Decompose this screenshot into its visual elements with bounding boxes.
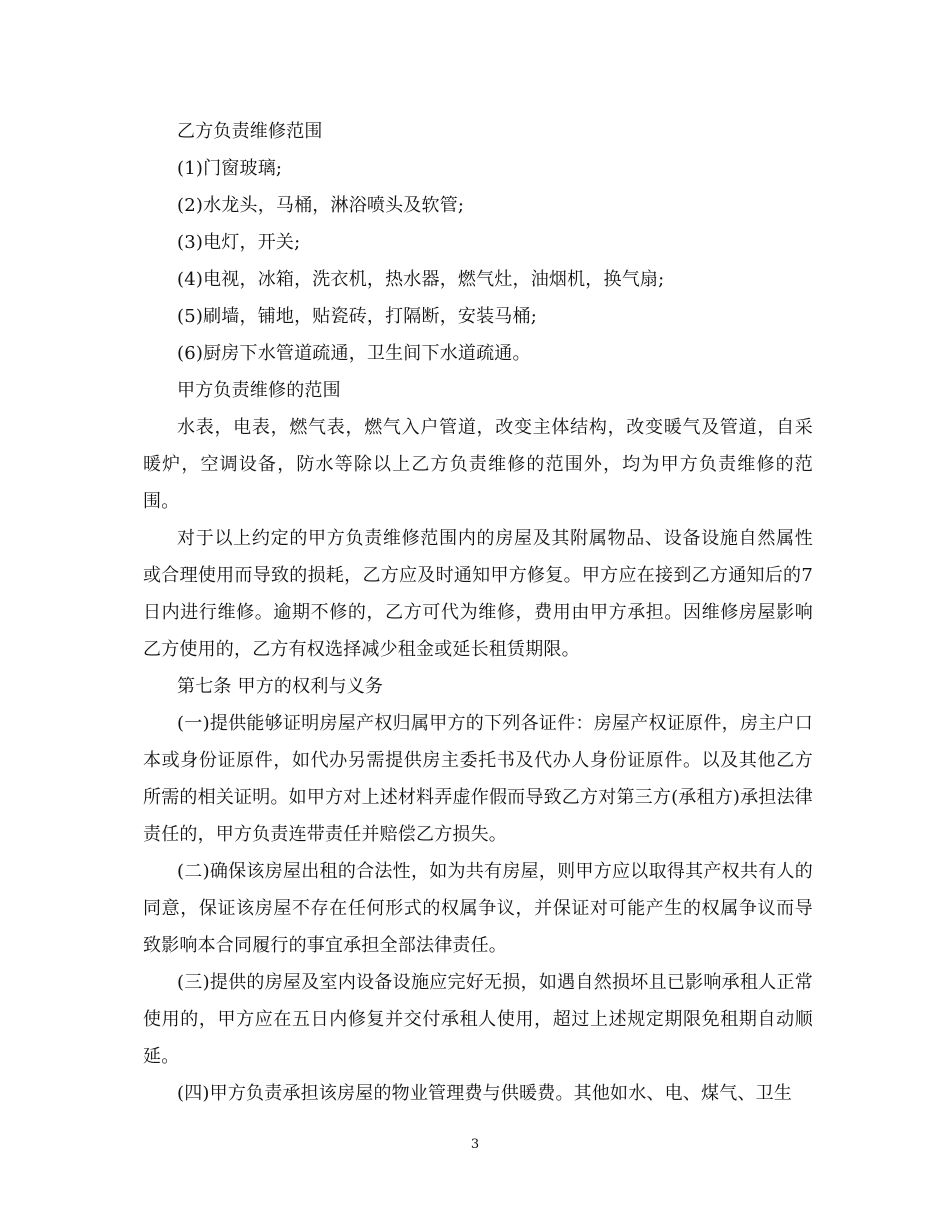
paragraph-clause-three: (三)提供的房屋及室内设备设施应完好无损，如遇自然损坏且已影响承租人正常使用的，甲方应在五日内修复并交付承租人使用，超过上述规定期限免租期自动顺延。 [143, 972, 813, 1067]
paragraph-item-1: (1)门窗玻璃; [177, 158, 283, 179]
paragraph-clause-one: (一)提供能够证明房屋产权归属甲方的下列各证件：房屋产权证原件，房主户口本或身份证原件，如代办另需提供房主委托书及代办人身份证原件。以及其他乙方所需的相关证明。如甲方对上述材料弄虚作假而导致乙方对第三方(承租方)承担法律责任的，甲方负责连带责任并赔偿乙方损失。 [143, 713, 813, 845]
paragraph-item-2: (2)水龙头，马桶，淋浴喷头及软管; [177, 195, 465, 216]
paragraph-item-3: (3)电灯，开关; [177, 232, 301, 253]
paragraph-item-4: (4)电视，冰箱，洗衣机，热水器，燃气灶，油烟机，换气扇; [177, 269, 665, 290]
paragraph-landlord-repair-heading: 甲方负责维修的范围 [177, 380, 341, 401]
paragraph-item-6: (6)厨房下水管道疏通，卫生间下水道疏通。 [177, 343, 531, 364]
paragraph-clause-four: (四)甲方负责承担该房屋的物业管理费与供暖费。其他如水、电、煤气、卫生 [177, 1083, 793, 1104]
paragraph-tenant-repair-heading: 乙方负责维修范围 [177, 121, 323, 142]
paragraph-item-5: (5)刷墙，铺地，贴瓷砖，打隔断，安装马桶; [177, 306, 537, 327]
page-number: 3 [470, 1137, 480, 1152]
paragraph-landlord-repair-scope: 水表，电表，燃气表，燃气入户管道，改变主体结构，改变暖气及管道，自采暖炉，空调设备，防水等除以上乙方负责维修的范围外，均为甲方负责维修的范围。 [143, 417, 813, 512]
paragraph-article-seven-heading: 第七条 甲方的权利与义务 [177, 676, 384, 697]
document-body [143, 113, 813, 1112]
paragraph-clause-two: (二)确保该房屋出租的合法性，如为共有房屋，则甲方应以取得其产权共有人的同意，保证该房屋不存在任何形式的权属争议，并保证对可能产生的权属争议而导致影响本合同履行的事宜承担全部法律责任。 [143, 861, 813, 956]
paragraph-repair-obligation: 对于以上约定的甲方负责维修范围内的房屋及其附属物品、设备设施自然属性或合理使用而导致的损耗，乙方应及时通知甲方修复。甲方应在接到乙方通知后的7日内进行维修。逾期不修的，乙方可代为维修，费用由甲方承担。因维修房屋影响乙方使用的，乙方有权选择减少租金或延长租赁期限。 [143, 528, 813, 660]
